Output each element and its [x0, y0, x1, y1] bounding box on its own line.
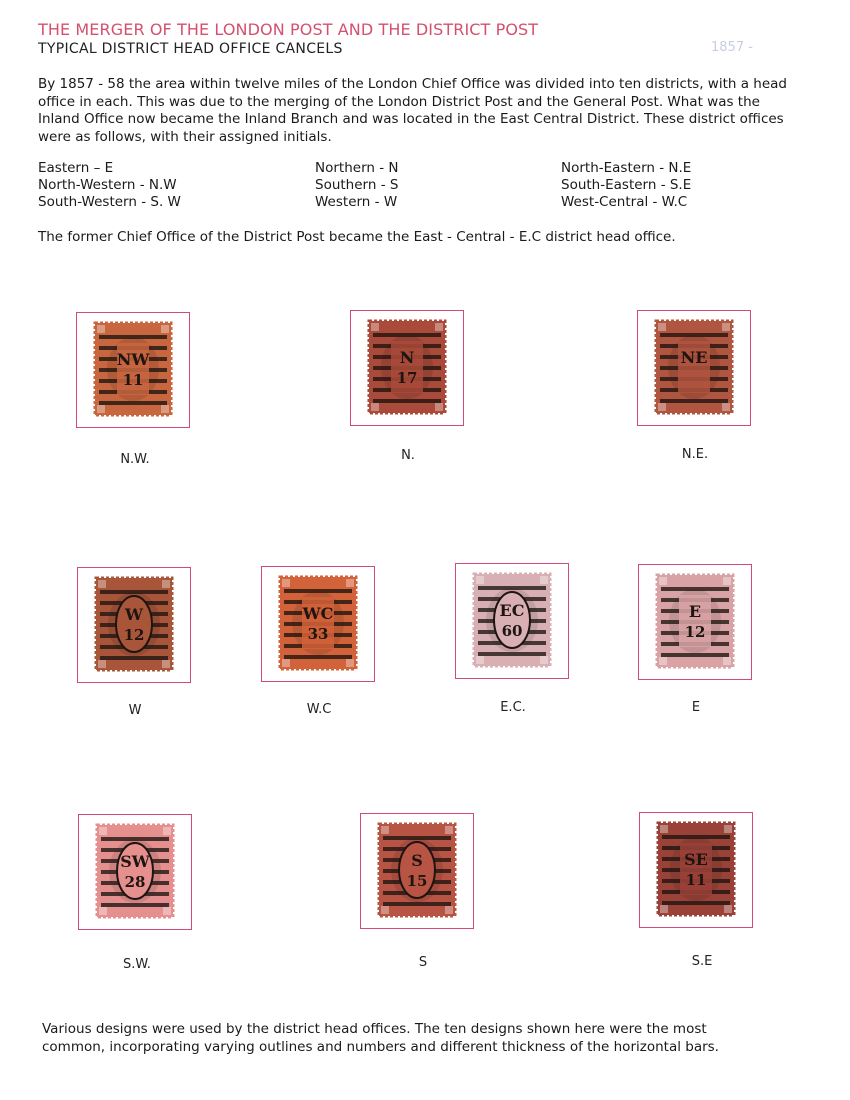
- corner-letter-box: [282, 659, 290, 667]
- stamp-wc: [261, 566, 375, 682]
- stamp-sw: [78, 814, 192, 930]
- caption-s: S: [418, 955, 428, 970]
- corner-letter-box: [97, 405, 105, 413]
- corner-letter-box: [371, 403, 379, 411]
- cancel-number: 11: [122, 371, 144, 389]
- district-entry: Western - W: [315, 194, 398, 210]
- cancel-bar: [662, 901, 730, 905]
- cancel-bar: [478, 652, 546, 656]
- corner-letter-box: [435, 403, 443, 411]
- caption-ec: E.C.: [500, 700, 526, 715]
- stamp-ec: [455, 563, 569, 679]
- corner-letter-box: [98, 580, 106, 588]
- cancel-number: 11: [685, 871, 707, 889]
- corner-letter-box: [724, 905, 732, 913]
- cancel-number: 60: [501, 622, 523, 640]
- cancel-bar: [99, 401, 167, 405]
- stamp-image: [638, 311, 750, 425]
- corner-letter-box: [97, 325, 105, 333]
- cancel-number: 15: [406, 872, 428, 890]
- cancel-initials: E: [688, 602, 702, 621]
- corner-letter-box: [99, 827, 107, 835]
- corner-letter-box: [163, 827, 171, 835]
- corner-letter-box: [381, 906, 389, 914]
- stamp-e: [638, 564, 752, 680]
- cancel-number: 12: [684, 623, 706, 641]
- cancel-bar: [284, 655, 352, 659]
- cancel-bar: [662, 835, 730, 839]
- cancel-bar: [373, 399, 441, 403]
- cancel-bar: [101, 837, 169, 841]
- stamp-image: [351, 311, 463, 425]
- cancel-initials: SE: [684, 850, 708, 869]
- cancel-initials: SW: [120, 852, 150, 871]
- district-column-2: [315, 160, 399, 211]
- corner-letter-box: [476, 576, 484, 584]
- stamp-ne: [637, 310, 751, 426]
- cancel-bar: [373, 333, 441, 337]
- corner-letter-box: [723, 577, 731, 585]
- district-entry: South-Eastern - S.E: [561, 177, 692, 193]
- caption-se: S.E: [691, 954, 713, 969]
- corner-letter-box: [658, 403, 666, 411]
- corner-letter-box: [346, 579, 354, 587]
- former-chief-office-note: The former Chief Office of the District Post became the East - Central - E.C district head office.: [38, 229, 676, 245]
- cancel-bar: [284, 589, 352, 593]
- corner-letter-box: [540, 576, 548, 584]
- corner-letter-box: [659, 577, 667, 585]
- cancel-bar: [478, 586, 546, 590]
- corner-letter-box: [445, 826, 453, 834]
- corner-letter-box: [99, 907, 107, 915]
- caption-sw: S.W.: [123, 957, 151, 972]
- corner-letter-box: [435, 323, 443, 331]
- caption-e: E: [691, 700, 701, 715]
- corner-letter-box: [659, 657, 667, 665]
- year-label: 1857 -: [711, 40, 753, 55]
- stamp-se: [639, 812, 753, 928]
- corner-letter-box: [476, 656, 484, 664]
- district-entry: West-Central - W.C: [561, 194, 688, 210]
- cancel-number: 17: [396, 369, 418, 387]
- cancel-bar: [101, 903, 169, 907]
- corner-letter-box: [161, 325, 169, 333]
- corner-letter-box: [540, 656, 548, 664]
- cancel-bar: [383, 836, 451, 840]
- corner-letter-box: [346, 659, 354, 667]
- corner-letter-box: [371, 323, 379, 331]
- corner-letter-box: [162, 580, 170, 588]
- district-entry: Southern - S: [315, 177, 399, 193]
- cancel-initials: NW: [116, 350, 150, 369]
- stamp-image: [361, 814, 473, 928]
- cancel-bar: [660, 333, 728, 337]
- corner-letter-box: [162, 660, 170, 668]
- corner-letter-box: [660, 825, 668, 833]
- caption-w: W: [128, 703, 142, 718]
- outro-paragraph: Various designs were used by the district head offices. The ten designs shown here were the most common, incorporating varying outlines and numbers and different thickness of the horizontal bars.: [42, 1021, 719, 1055]
- district-entry: North-Eastern - N.E: [561, 160, 692, 176]
- stamp-image: [262, 567, 374, 681]
- cancel-initials: N: [399, 348, 415, 367]
- district-entry: South-Western - S. W: [38, 194, 181, 210]
- corner-letter-box: [660, 905, 668, 913]
- cancel-bar: [661, 587, 729, 591]
- cancel-bar: [99, 335, 167, 339]
- caption-nw: N.W.: [120, 452, 150, 467]
- corner-letter-box: [722, 323, 730, 331]
- district-entry: Eastern – E: [38, 160, 114, 176]
- cancel-initials: WC: [302, 604, 334, 623]
- stamp-image: [639, 565, 751, 679]
- cancel-bar: [661, 653, 729, 657]
- cancel-number: 28: [124, 873, 146, 891]
- stamp-w: [77, 567, 191, 683]
- district-column-3: [561, 160, 691, 211]
- cancel-initials: EC: [499, 601, 525, 620]
- corner-letter-box: [163, 907, 171, 915]
- corner-letter-box: [161, 405, 169, 413]
- page-subtitle: TYPICAL DISTRICT HEAD OFFICE CANCELS: [38, 41, 343, 57]
- stamp-image: [77, 313, 189, 427]
- caption-ne: N.E.: [681, 447, 709, 462]
- cancel-initials: NE: [680, 348, 708, 367]
- cancel-bar: [383, 902, 451, 906]
- stamp-image: [79, 815, 191, 929]
- stamp-image: [456, 564, 568, 678]
- district-entry: Northern - N: [315, 160, 399, 176]
- corner-letter-box: [98, 660, 106, 668]
- cancel-bar: [660, 399, 728, 403]
- corner-letter-box: [381, 826, 389, 834]
- page-title: THE MERGER OF THE LONDON POST AND THE DISTRICT POST: [38, 20, 539, 39]
- corner-letter-box: [282, 579, 290, 587]
- cancel-number: 33: [307, 625, 329, 643]
- corner-letter-box: [722, 403, 730, 411]
- stamp-n: [350, 310, 464, 426]
- cancel-number: 12: [123, 626, 145, 644]
- cancel-initials: S: [411, 851, 423, 870]
- stamp-image: [78, 568, 190, 682]
- corner-letter-box: [724, 825, 732, 833]
- caption-n: N.: [401, 448, 415, 463]
- stamp-s: [360, 813, 474, 929]
- district-column-1: [38, 160, 181, 211]
- corner-letter-box: [723, 657, 731, 665]
- cancel-initials: W: [125, 605, 143, 624]
- corner-letter-box: [445, 906, 453, 914]
- stamp-image: [640, 813, 752, 927]
- cancel-bar: [100, 656, 168, 660]
- stamp-nw: [76, 312, 190, 428]
- caption-wc: W.C: [306, 702, 332, 717]
- corner-letter-box: [658, 323, 666, 331]
- cancel-bar: [100, 590, 168, 594]
- intro-paragraph: By 1857 - 58 the area within twelve miles of the London Chief Office was divided into ten districts, with a head office in each. This was due to the merging of the London District Post and the General Post. What was the Inland Office now became the Inland Branch and was located in the East Central District. These district offices were as follows, with their assigned initials.: [38, 76, 787, 145]
- district-entry: North-Western - N.W: [38, 177, 177, 193]
